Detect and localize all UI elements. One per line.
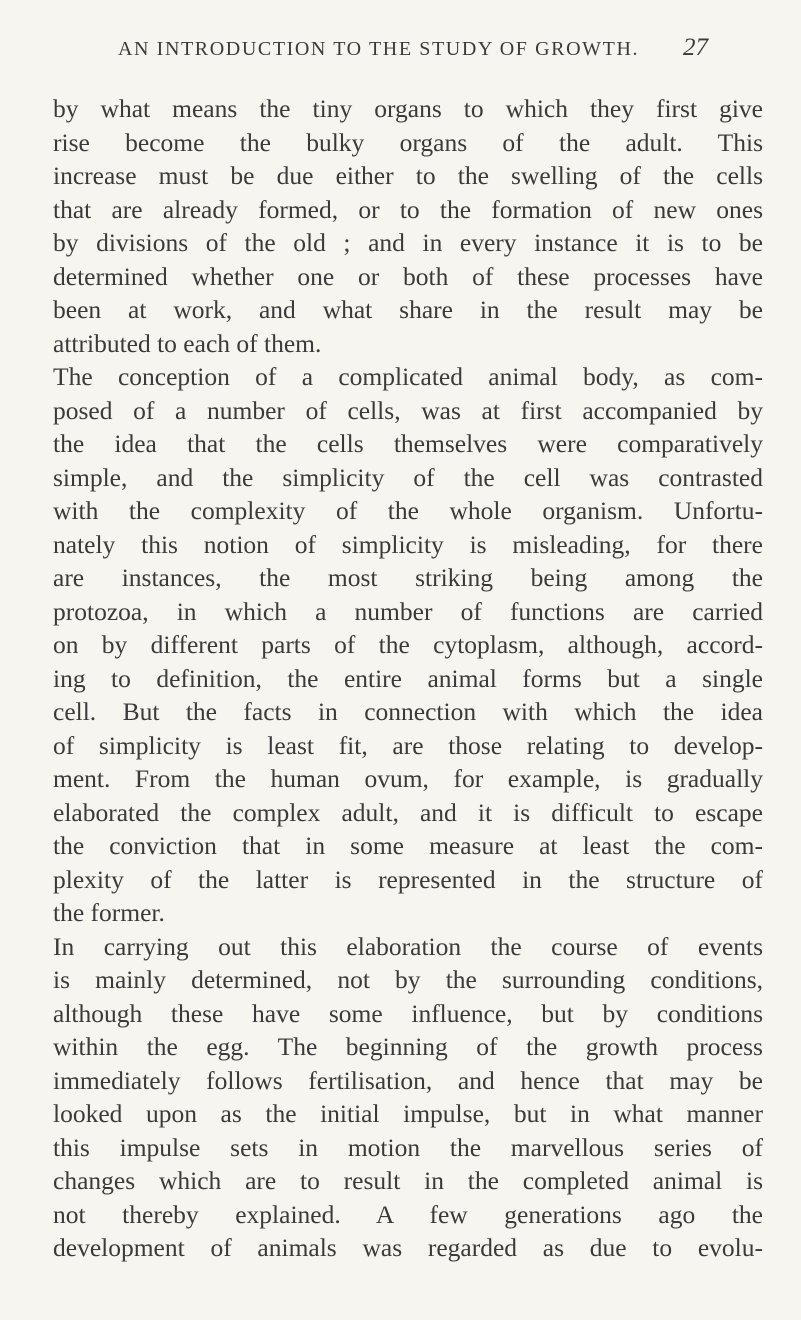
text-line: elaborated the complex adult, and it is difficult to escape [53,797,763,827]
text-line: the idea that the cells themselves were comparatively [53,429,763,458]
text-line: rise become the bulky organs of the adult. This [53,127,763,157]
running-title: AN INTRODUCTION TO THE STUDY OF GROWTH. [118,38,640,60]
text-line: by divisions of the old ; and in every instance it is to be [53,228,763,257]
text-line: The conception of a complicated animal body, as com- [53,362,763,391]
text-line: simple, and the simplicity of the cell was contrasted [53,462,763,492]
text-line: of simplicity is least fit, are those relating to develop- [53,730,763,760]
text-line: the former. [53,898,165,927]
text-line: attributed to each of them. [53,328,322,358]
text-line: development of animals was regarded as due to evolu- [53,1233,763,1262]
text-line: ment. From the human ovum, for example, is gradually [53,764,763,793]
text-line: immediately follows fertilisation, and hence that may be [53,1065,763,1095]
text-line: not thereby explained. A few generations ago the [53,1199,763,1229]
text-line: within the egg. The beginning of the growth process [53,1032,763,1061]
text-line: protozoa, in which a number of functions are carried [53,596,763,626]
text-line: cell. But the facts in connection with which the idea [53,697,763,726]
text-line: posed of a number of cells, was at first accompanied by [53,395,763,425]
text-line: looked upon as the initial impulse, but in what manner [53,1099,763,1128]
text-line: changes which are to result in the completed animal is [53,1166,763,1195]
text-line: are instances, the most striking being among the [53,563,763,592]
page-number: 27 [683,34,708,61]
text-line: the conviction that in some measure at least the com- [53,831,763,860]
text-line: although these have some influence, but by conditions [53,998,763,1028]
text-line: plexity of the latter is represented in the structure of [53,864,763,894]
text-line: that are already formed, or to the formation of new ones [53,194,763,224]
running-head [118,34,708,64]
body-text [53,92,763,1265]
text-line: on by different parts of the cytoplasm, although, accord- [53,630,763,659]
text-line: In carrying out this elaboration the course of events [53,931,763,961]
text-line: with the complexity of the whole organism. Unfortu- [53,496,763,525]
text-line: nately this notion of simplicity is misleading, for there [53,529,763,559]
text-line: ing to definition, the entire animal forms but a single [53,663,763,693]
text-line: this impulse sets in motion the marvellous series of [53,1132,763,1162]
text-line: is mainly determined, not by the surrounding conditions, [53,965,763,994]
text-line: been at work, and what share in the result may be [53,295,763,324]
text-line: determined whether one or both of these processes have [53,261,763,291]
text-line: increase must be due either to the swelling of the cells [53,161,763,190]
text-line: by what means the tiny organs to which they first give [53,94,763,123]
